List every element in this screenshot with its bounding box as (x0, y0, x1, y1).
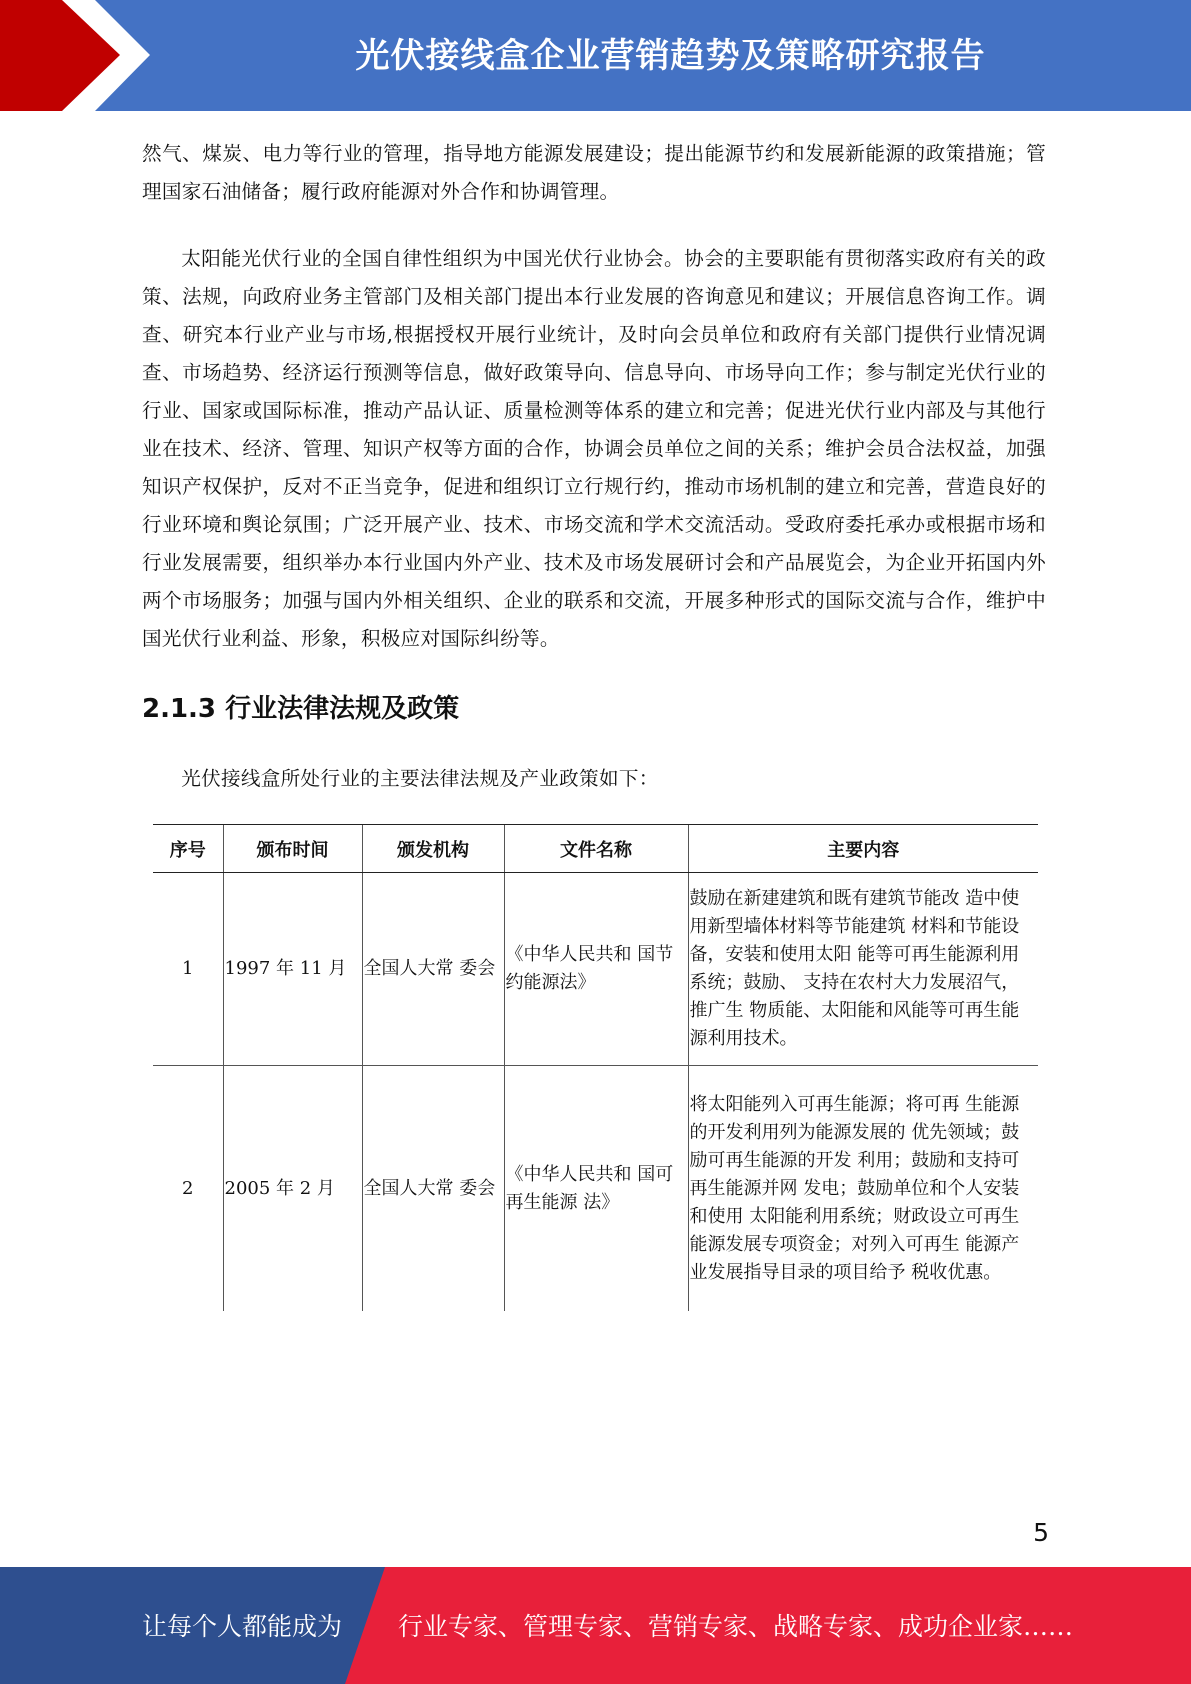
header-chevron-icon (0, 0, 160, 111)
cell-doc: 《中华人民共和 国可再生能源 法》 (504, 1066, 688, 1312)
policy-table (153, 824, 1038, 1311)
report-title: 光伏接线盒企业营销趋势及策略研究报告 (355, 36, 986, 76)
page-number: 5 (1033, 1518, 1049, 1547)
footer-slogan-left: 让每个人都能成为 (142, 1612, 343, 1641)
cell-content: 鼓励在新建建筑和既有建筑节能改 造中使用新型墙体材料等节能建筑 材料和节能设备，安装和使用太阳 能等可再生能源利用系统；鼓励、 支持在农村大力发展沼气，推广生 物质能、太阳能和风能等可再生能 源利用技术。 (688, 873, 1038, 1066)
paragraph-continuation: 然气、煤炭、电力等行业的管理，指导地方能源发展建设；提出能源节约和发展新能源的政策措施；管理国家石油储备；履行政府能源对外合作和协调管理。 (142, 142, 1046, 203)
section-heading: 2.1.3 行业法律法规及政策 (142, 694, 460, 724)
cell-no: 1 (153, 873, 223, 1066)
cell-agency: 全国人大常 委会 (362, 873, 504, 1066)
header-cell-no: 序号 (153, 825, 223, 873)
cell-date: 1997 年 11 月 (223, 873, 362, 1066)
page-header (0, 0, 1191, 111)
page-footer (0, 1567, 1191, 1684)
section-intro: 光伏接线盒所处行业的主要法律法规及产业政策如下： (181, 767, 659, 790)
cell-doc: 《中华人民共和 国节约能源法》 (504, 873, 688, 1066)
cell-no: 2 (182, 1177, 194, 1199)
table-header-row (153, 825, 1038, 873)
header-cell-doc: 文件名称 (504, 825, 688, 873)
cell-date: 2005 年 2 月 (223, 1066, 362, 1312)
footer-slogan-right: 行业专家、管理专家、营销专家、战略专家、成功企业家…… (398, 1612, 1074, 1641)
table-row (153, 873, 1038, 1066)
header-cell-agency: 颁发机构 (362, 825, 504, 873)
table-row (153, 1066, 1038, 1312)
header-cell-date: 颁布时间 (223, 825, 362, 873)
cell-agency: 全国人大常 委会 (362, 1066, 504, 1312)
header-cell-content: 主要内容 (688, 825, 1038, 873)
cell-content: 将太阳能列入可再生能源；将可再 生能源的开发利用列为能源发展的 优先领域；鼓励可再生能源的开发 利用；鼓励和支持可再生能源并网 发电；鼓励单位和个人安装和使用 太阳能利用系统；财政设立可再生 能源发展专项资金；对列入可再生 能源产业发展指导目录的项目给予 税收优惠。 (688, 1066, 1038, 1312)
paragraph-association: 太阳能光伏行业的全国自律性组织为中国光伏行业协会。协会的主要职能有贯彻落实政府有关的政策、法规，向政府业务主管部门及相关部门提出本行业发展的咨询意见和建议；开展信息咨询工作。调查、研究本行业产业与市场,根据授权开展行业统计，及时向会员单位和政府有关部门提供行业情况调查、市场趋势、经济运行预测等信息，做好政策导向、信息导向、市场导向工作；参与制定光伏行业的行业、国家或国际标准，推动产品认证、质量检测等体系的建立和完善；促进光伏行业内部及与其他行业在技术、经济、管理、知识产权等方面的合作，协调会员单位之间的关系；维护会员合法权益，加强知识产权保护，反对不正当竞争，促进和组织订立行规行约，推动市场机制的建立和完善，营造良好的行业环境和舆论氛围；广泛开展产业、技术、市场交流和学术交流活动。受政府委托承办或根据市场和行业发展需要，组织举办本行业国内外产业、技术及市场发展研讨会和产品展览会，为企业开拓国内外两个市场服务；加强与国内外相关组织、企业的联系和交流，开展多种形式的国际交流与合作，维护中国光伏行业利益、形象，积极应对国际纠纷等。 (142, 247, 1046, 650)
